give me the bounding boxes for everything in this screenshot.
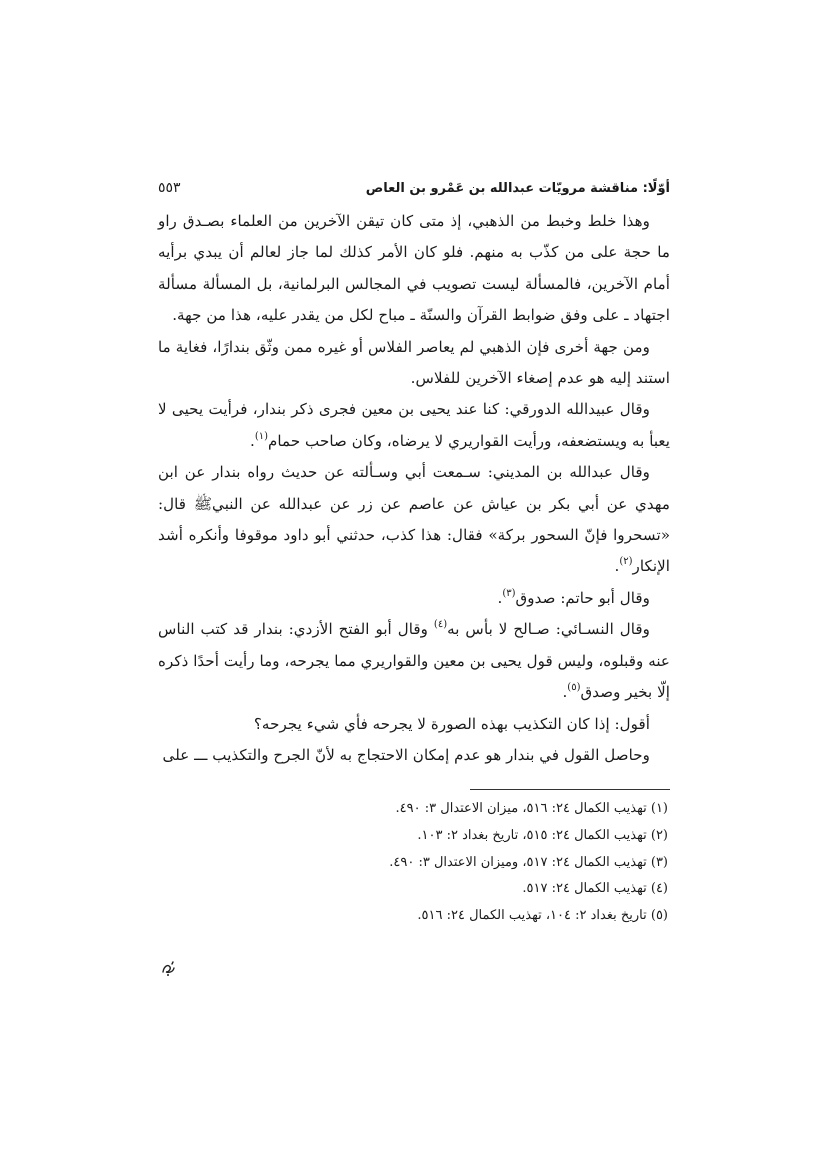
period: .: [497, 588, 503, 607]
running-title: أوّلًا: مناقشة مرويّات عبدالله بن عَمْرو بن العاص: [365, 181, 670, 196]
paragraph-6: [158, 614, 670, 708]
footnote-4: (٤) تهذيب الكمال ٢٤: ٥١٧.: [522, 881, 668, 897]
paragraph-8: وحاصل القول في بندار هو عدم إمكان الاحتجاج به لأنّ الجرح والتكذيب ـــ على: [162, 745, 650, 764]
footnote-ref-4: (٤): [433, 619, 448, 631]
page-header: [158, 180, 670, 206]
period: .: [562, 683, 568, 702]
paragraph-4-text: وقال عبدالله بن المديني: سـمعت أبي وسـألته عن حديث رواه بندار عن ابن مهدي عن أبي بكر بن عياش عن عاصم عن زر عن عبدالله عن النبيﷺ قال: «تسحروا فإنّ السحور بركة» فقال: هذا كذب، حدثني أبو داود موقوفا وأنكره أشد الإنكار: [158, 463, 670, 576]
footnote-5: (٥) تاريخ بغداد ٢: ١٠٤، تهذيب الكمال ٢٤: ٥١٦.: [417, 907, 668, 923]
footnote-ref-1: (١): [254, 430, 269, 442]
paragraph-5-text: وقال أبو حاتم: صدوق: [515, 588, 650, 607]
paragraph-5: [158, 583, 670, 614]
footnote-ref-2: (٢): [619, 556, 633, 568]
period: .: [614, 557, 620, 576]
footnote-1: (١) تهذيب الكمال ٢٤: ٥١٦، ميزان الاعتدال ٣: ٤٩٠.: [395, 801, 668, 817]
footnote-ref-3: (٣): [502, 587, 516, 599]
publisher-ornament-icon: [160, 960, 178, 978]
paragraph-3-text: وقال عبيدالله الدورقي: كنا عند يحيى بن معين فجرى ذكر بندار، فرأيت يحيى لا يعبأ به ويستضعفه، ورأيت القواريري لا يرضاه، وكان صاحب حمام: [158, 400, 670, 450]
footnote-3: (٣) تهذيب الكمال ٢٤: ٥١٧، وميزان الاعتدال ٣: ٤٩٠.: [389, 854, 668, 870]
body-text: [158, 206, 670, 771]
page-number: ٥٥٣: [158, 180, 181, 196]
paragraph-6-text-a: وقال النسـائي: صـالح لا بأس به: [447, 620, 650, 639]
paragraph-7: أقول: إذا كان التكذيب بهذه الصورة لا يجرحه فأي شيء يجرحه؟: [253, 714, 650, 733]
paragraph-4: [158, 457, 670, 583]
footnote-ref-5: (٥): [567, 682, 581, 694]
paragraph-1: وهذا خلط وخبط من الذهبي، إذ متى كان تيقن الآخرين من العلماء بصـدق راو ما حجة على من كذّب به منهم. فلو كان الأمر كذلك لما جاز لعالم أن يبدي برأيه أمام الآخرين، فالمسألة ليست تصويب في المجالس البرلمانية، بل المسألة مسألة اجتهاد ـ على وفق ضوابط القرآن والسنّة ـ مباح لكل من يقدر عليه، هذا من جهة.: [158, 212, 670, 325]
paragraph-6-text-b: وقال أبو الفتح الأزدي: بندار قد كتب الناس عنه وقبلوه، وليس قول يحيى بن معين والقواريري مما يجرحه، وما رأيت أحدًا ذكره إلّا بخير وصدق: [158, 620, 670, 702]
footnote-2: (٢) تهذيب الكمال ٢٤: ٥١٥، تاريخ بغداد ٢: ١٠٣.: [417, 827, 668, 843]
book-page: [158, 180, 670, 929]
footnotes: [158, 796, 670, 929]
paragraph-3: [158, 394, 670, 457]
period: .: [250, 431, 255, 450]
footnote-divider: [470, 789, 670, 790]
paragraph-2: ومن جهة أخرى فإن الذهبي لم يعاصر الفلاس أو غيره ممن وثّق بندارًا، فغاية ما استند إليه هو عدم إصغاء الآخرين للفلاس.: [158, 337, 670, 388]
